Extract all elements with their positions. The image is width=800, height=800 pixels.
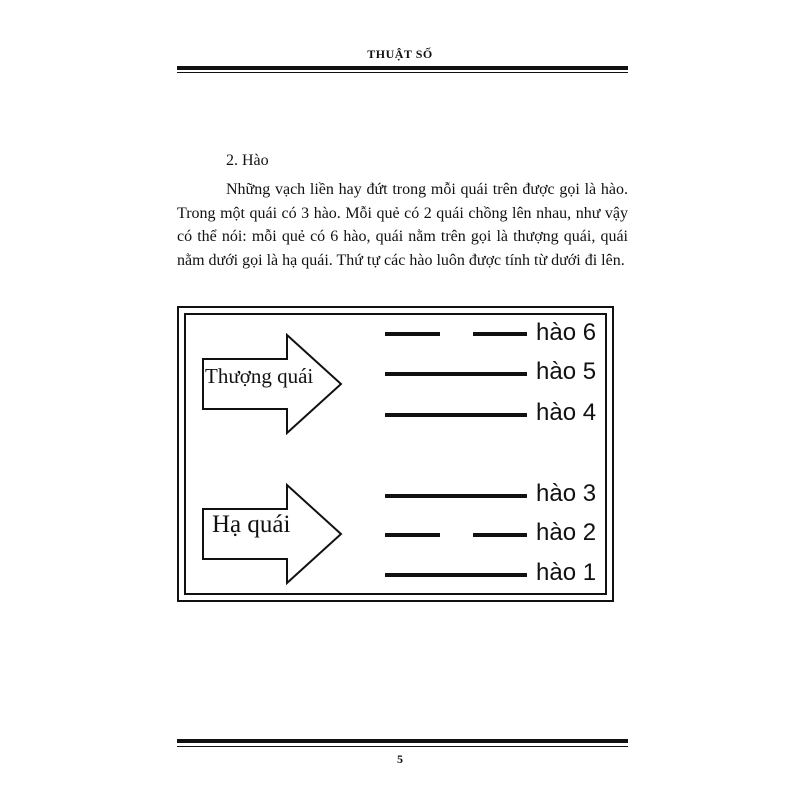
line-segment	[385, 332, 440, 336]
line-segment	[473, 332, 527, 336]
hao-label: hào 5	[536, 358, 597, 385]
header-rule-thin	[177, 72, 628, 73]
header-rule-thick	[177, 66, 628, 70]
hao-label: hào 1	[536, 559, 597, 586]
hao-label: hào 2	[536, 519, 597, 546]
hao-diagram	[177, 306, 614, 602]
footer-rule-thick	[177, 739, 628, 743]
body-paragraph: Những vạch liền hay đứt trong mỗi quái trên được gọi là hào. Trong một quái có 3 hào. Mỗi quẻ có 2 quái chồng lên nhau, như vậy có thể nói: mỗi quẻ có 6 hào, quái nằm trên gọi là thượng quái, quái nằm dưới gọi là hạ quái. Thứ tự các hào luôn được tính từ dưới đi lên.	[177, 181, 628, 269]
footer-rule-thin	[177, 746, 628, 747]
hao-label: hào 4	[536, 399, 597, 426]
line-segment	[473, 533, 527, 537]
upper-trigram-label: Thượng quái	[205, 364, 314, 388]
line-segment	[385, 533, 440, 537]
hao-line-3	[385, 494, 527, 498]
running-head-title: THUẬT SỐ	[367, 47, 433, 61]
hao-line-5	[385, 372, 527, 376]
hao-line-1	[385, 573, 527, 577]
lower-trigram-label: Hạ quái	[212, 511, 291, 538]
section-heading: 2. Hào	[226, 152, 269, 169]
hao-line-4	[385, 413, 527, 417]
page-number: 5	[397, 752, 403, 766]
hao-label: hào 3	[536, 480, 597, 507]
hao-label: hào 6	[536, 319, 597, 346]
